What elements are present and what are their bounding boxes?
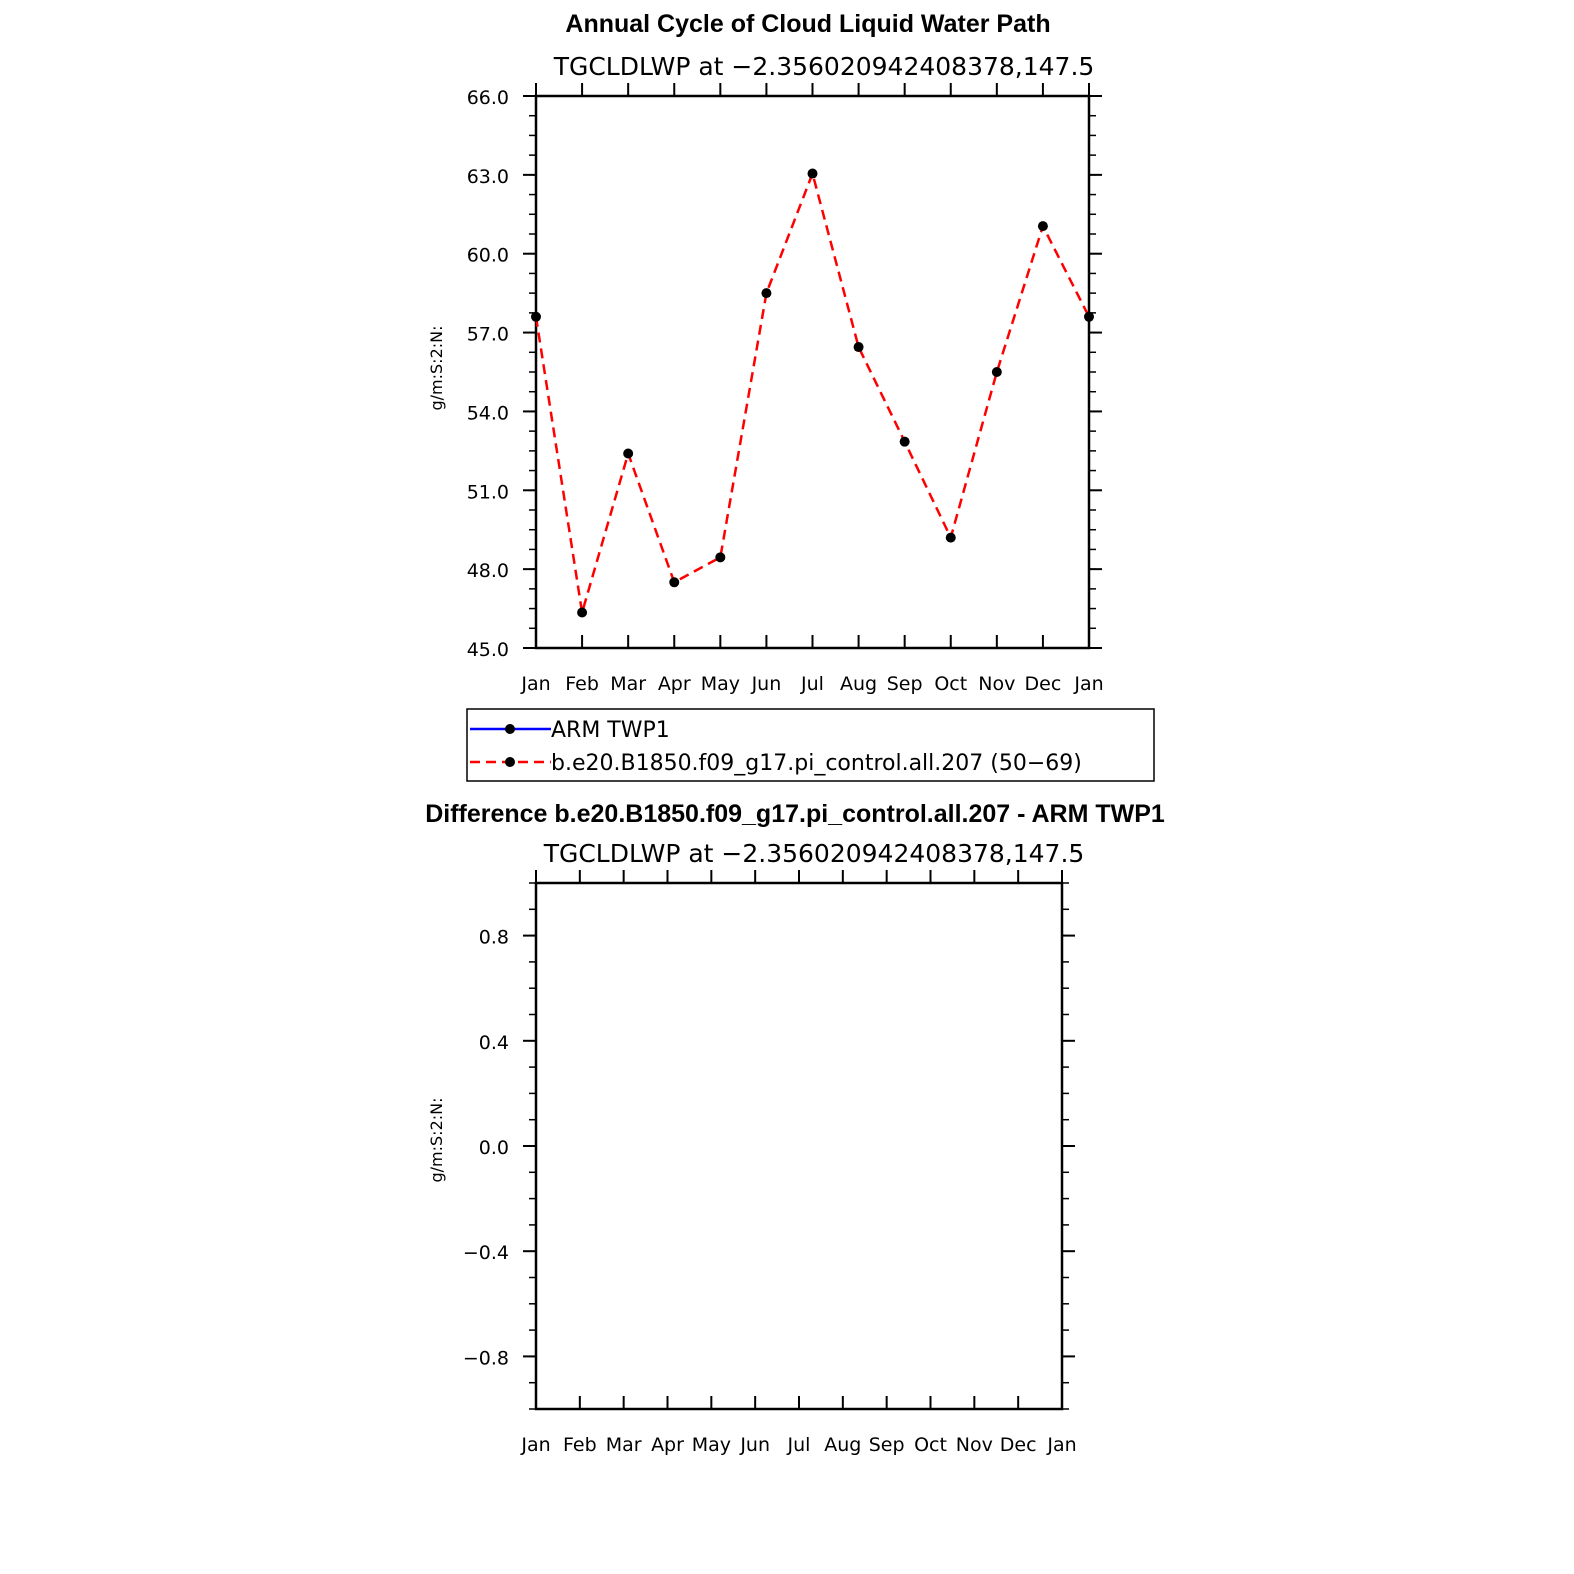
y-tick-label: 51.0 [466,481,509,504]
x-tick-label: Jun [740,1434,771,1456]
data-point [992,367,1002,377]
data-point [531,312,541,322]
bottom-chart-title: Difference b.e20.B1850.f09_g17.pi_control.all.207 - ARM TWP1 [425,800,1165,828]
legend-label-model: b.e20.B1850.f09_g17.pi_control.all.207 (50−69) [551,751,1082,776]
legend-label-arm: ARM TWP1 [551,718,670,743]
y-tick-label: 0.0 [478,1137,509,1159]
data-point [669,577,679,587]
x-tick-label: Oct [914,1434,947,1456]
x-tick-label: Sep [868,1434,905,1456]
x-tick-label: Apr [657,673,691,695]
top-chart-subtitle: TGCLDLWP at −2.356020942408378,147.5 [553,52,1095,81]
top-y-axis-label: g/m:S:2:N: [427,325,446,411]
x-tick-label: Jan [1047,1434,1077,1456]
bottom-plot-area [463,870,1077,1456]
x-tick-label: Jul [787,1434,811,1456]
x-tick-label: Jul [801,673,824,695]
data-point [1038,221,1048,231]
x-tick-label: Dec [999,1434,1037,1456]
y-tick-label: 57.0 [466,323,509,346]
y-tick-label: 54.0 [466,402,509,425]
data-point [761,288,771,298]
plot-frame [536,883,1062,1409]
x-tick-label: Dec [1024,673,1062,695]
x-tick-label: Nov [955,1434,993,1456]
data-point [900,437,910,447]
y-tick-label: 48.0 [466,560,509,583]
x-tick-label: Jan [521,673,551,695]
y-tick-label: 0.8 [478,926,509,949]
x-tick-label: Aug [824,1434,862,1456]
legend [467,709,1154,781]
x-tick-label: Mar [610,673,647,695]
x-tick-label: Jan [521,1434,551,1456]
y-tick-label: 63.0 [466,165,509,188]
x-tick-label: Aug [840,673,878,695]
bottom-chart-subtitle: TGCLDLWP at −2.356020942408378,147.5 [543,839,1085,868]
y-tick-label: −0.4 [462,1242,509,1265]
y-tick-label: −0.8 [462,1347,509,1370]
x-tick-label: Sep [886,673,923,695]
x-tick-label: Nov [978,673,1016,695]
y-tick-label: 66.0 [466,87,509,109]
x-tick-label: Oct [934,673,968,695]
x-tick-label: May [700,673,740,695]
x-tick-label: May [691,1434,731,1456]
x-tick-label: Feb [563,1434,597,1456]
legend-marker-model [505,757,515,767]
x-tick-label: Apr [651,1434,684,1456]
y-tick-label: 0.4 [478,1031,509,1054]
data-point [946,533,956,543]
x-tick-label: Jan [1074,673,1104,695]
data-point [854,342,864,352]
top-chart-title: Annual Cycle of Cloud Liquid Water Path [565,10,1051,38]
x-tick-label: Mar [605,1434,642,1456]
data-point [623,448,633,458]
y-tick-label: 45.0 [466,639,509,661]
bottom-y-axis-label: g/m:S:2:N: [427,1097,446,1183]
plot-frame [536,96,1089,648]
x-tick-label: Feb [565,673,599,695]
data-point [577,608,587,618]
y-tick-label: 60.0 [466,244,509,267]
data-point [1084,312,1094,322]
data-point [715,552,725,562]
top-plot-area [467,83,1104,695]
data-point [808,169,818,179]
series-line-1 [536,174,1089,613]
legend-marker-arm [505,724,515,734]
x-tick-label: Jun [751,673,782,695]
